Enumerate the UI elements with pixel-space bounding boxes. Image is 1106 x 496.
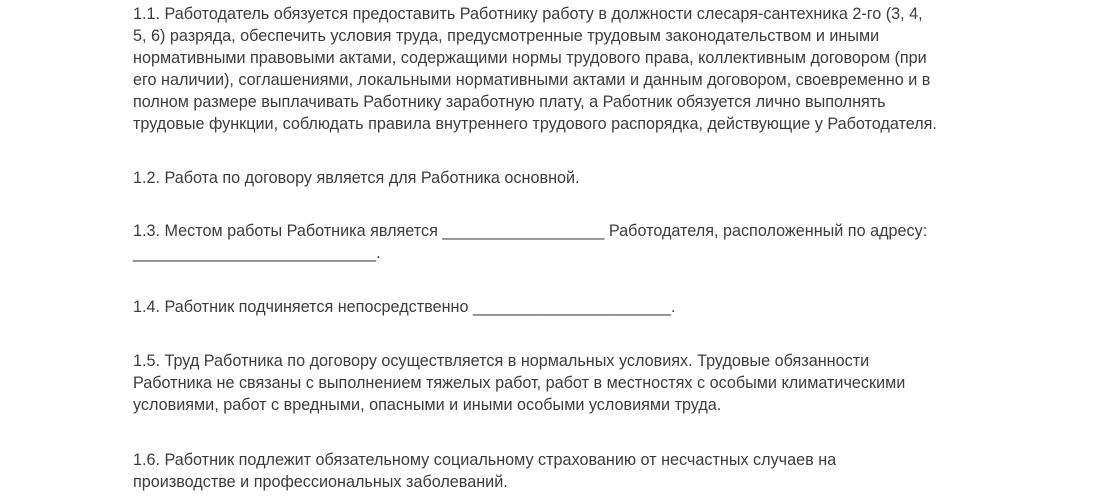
clause-1-4: 1.4. Работник подчиняется непосредственно ______________________. — [133, 298, 676, 316]
clause-1-6: 1.6. Работник подлежит обязательному социальному страхованию от несчастных случаев на производстве и профессиональных заболеваний. — [133, 451, 837, 491]
clause-1-1: 1.1. Работодатель обязуется предоставить Работнику работу в должности слесаря-сантехника 2-го (3, 4, 5, 6) разряда, обеспечить условия труда, предусмотренные трудовым законодательством и иными нормативными правовыми актами, содержащими нормы трудового права, коллективным договором (при его наличии), соглашениями, локальными нормативными актами и данным договором, своевременно и в полном размере выплачивать Работнику заработную плату, а Работник обязуется лично выполнять трудовые функции, соблюдать правила внутреннего трудового распорядка, действующие у Работодателя. — [133, 5, 937, 133]
clause-1-3: 1.3. Местом работы Работника является __________________ Работодателя, расположенный по адресу: ___________________________. — [133, 222, 928, 262]
clause-1-5: 1.5. Труд Работника по договору осуществляется в нормальных условиях. Трудовые обязанности Работника не связаны с выполнением тяжелых работ, работ в местностях с особыми климатическими условиями, работ с вредными, опасными и иными особыми условиями труда. — [133, 352, 906, 414]
clause-1-2: 1.2. Работа по договору является для Работника основной. — [133, 169, 580, 187]
